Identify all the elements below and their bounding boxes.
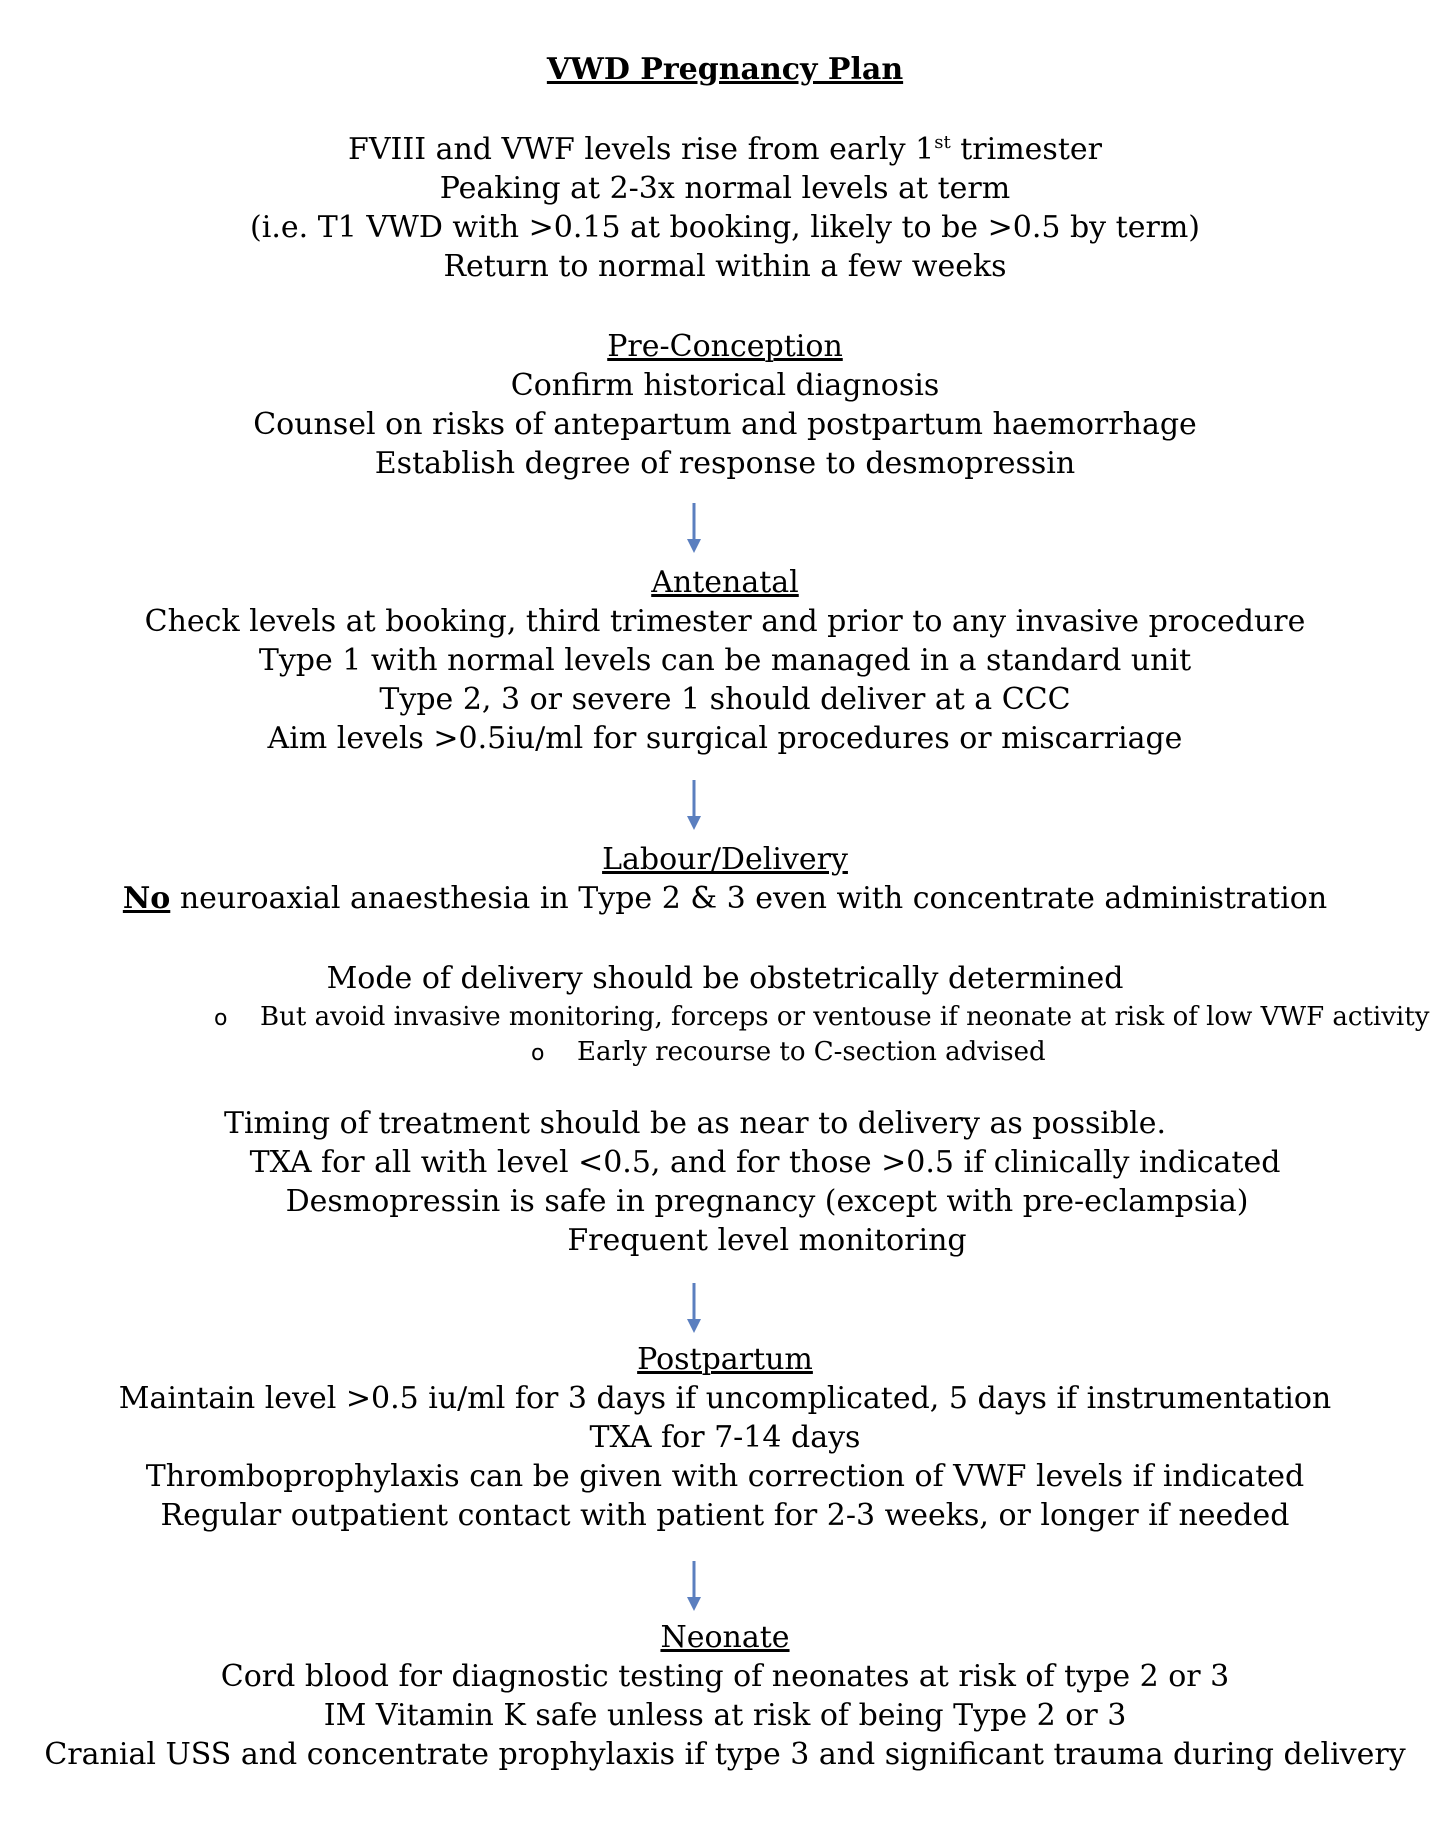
neonate-line: IM Vitamin K safe unless at risk of being Type 2 or 3 [323,1698,1127,1733]
intro-line-1-pre: FVIII and VWF levels rise from early 1 [348,132,935,167]
preconception-line: Confirm historical diagnosis [510,368,940,403]
preconception-line: Counsel on risks of antepartum and postpartum haemorrhage [253,407,1197,442]
down-arrow-icon [684,780,704,832]
mode-of-delivery: Mode of delivery should be obstetrically determined [326,961,1124,996]
neuroaxial-line [0,879,1450,919]
postpartum-line: TXA for 7-14 days [589,1420,861,1455]
intro-line-4: Return to normal within a few weeks [443,249,1007,284]
down-arrow-icon [684,503,704,555]
antenatal-heading: Antenatal [651,565,799,600]
intro-line-1-sup: st [934,132,951,153]
neonate-line: Cord blood for diagnostic testing of neonates at risk of type 2 or 3 [220,1659,1230,1694]
intro-line-1-post: trimester [950,132,1102,167]
neuroaxial-text: neuroaxial anaesthesia in Type 2 & 3 even with concentrate administration [170,881,1328,916]
intro-line-3: (i.e. T1 VWD with >0.15 at booking, likely to be >0.5 by term) [250,210,1200,245]
postpartum-line: Regular outpatient contact with patient for 2-3 weeks, or longer if needed [160,1498,1290,1533]
preconception-heading: Pre-Conception [607,329,843,364]
postpartum-heading: Postpartum [637,1342,813,1377]
no-emphasis: No [122,881,171,916]
timing-line: TXA for all with level <0.5, and for those >0.5 if clinically indicated [249,1145,1281,1180]
bullet-text: Early recourse to C-section advised [577,1037,1046,1067]
bullet-item [214,1000,1429,1036]
bullet-circle-icon: o [214,1006,228,1031]
timing-line: Timing of treatment should be as near to delivery as possible. [223,1106,1167,1141]
antenatal-line: Type 2, 3 or severe 1 should deliver at a CCC [379,682,1071,717]
intro-line-2: Peaking at 2-3x normal levels at term [439,171,1011,206]
bullet-item [531,1035,1046,1071]
labour-heading: Labour/Delivery [602,842,848,877]
bullet-circle-icon: o [531,1041,545,1066]
antenatal-line: Check levels at booking, third trimester and prior to any invasive procedure [144,604,1306,639]
neonate-heading: Neonate [660,1620,790,1655]
timing-line: Frequent level monitoring [567,1223,967,1258]
bullet-text: But avoid invasive monitoring, forceps or ventouse if neonate at risk of low VWF activity [260,1002,1430,1032]
intro-line-1 [0,130,1450,170]
preconception-line: Establish degree of response to desmopressin [374,446,1076,481]
page-title: VWD Pregnancy Plan [546,52,904,87]
neonate-line: Cranial USS and concentrate prophylaxis if type 3 and significant trauma during delivery [44,1737,1406,1772]
antenatal-line: Aim levels >0.5iu/ml for surgical procedures or miscarriage [267,721,1183,756]
down-arrow-icon [684,1283,704,1335]
down-arrow-icon [684,1561,704,1613]
postpartum-line: Thromboprophylaxis can be given with correction of VWF levels if indicated [145,1459,1305,1494]
timing-line: Desmopressin is safe in pregnancy (except with pre-eclampsia) [285,1184,1249,1219]
postpartum-line: Maintain level >0.5 iu/ml for 3 days if uncomplicated, 5 days if instrumentation [118,1381,1332,1416]
antenatal-line: Type 1 with normal levels can be managed in a standard unit [258,643,1192,678]
